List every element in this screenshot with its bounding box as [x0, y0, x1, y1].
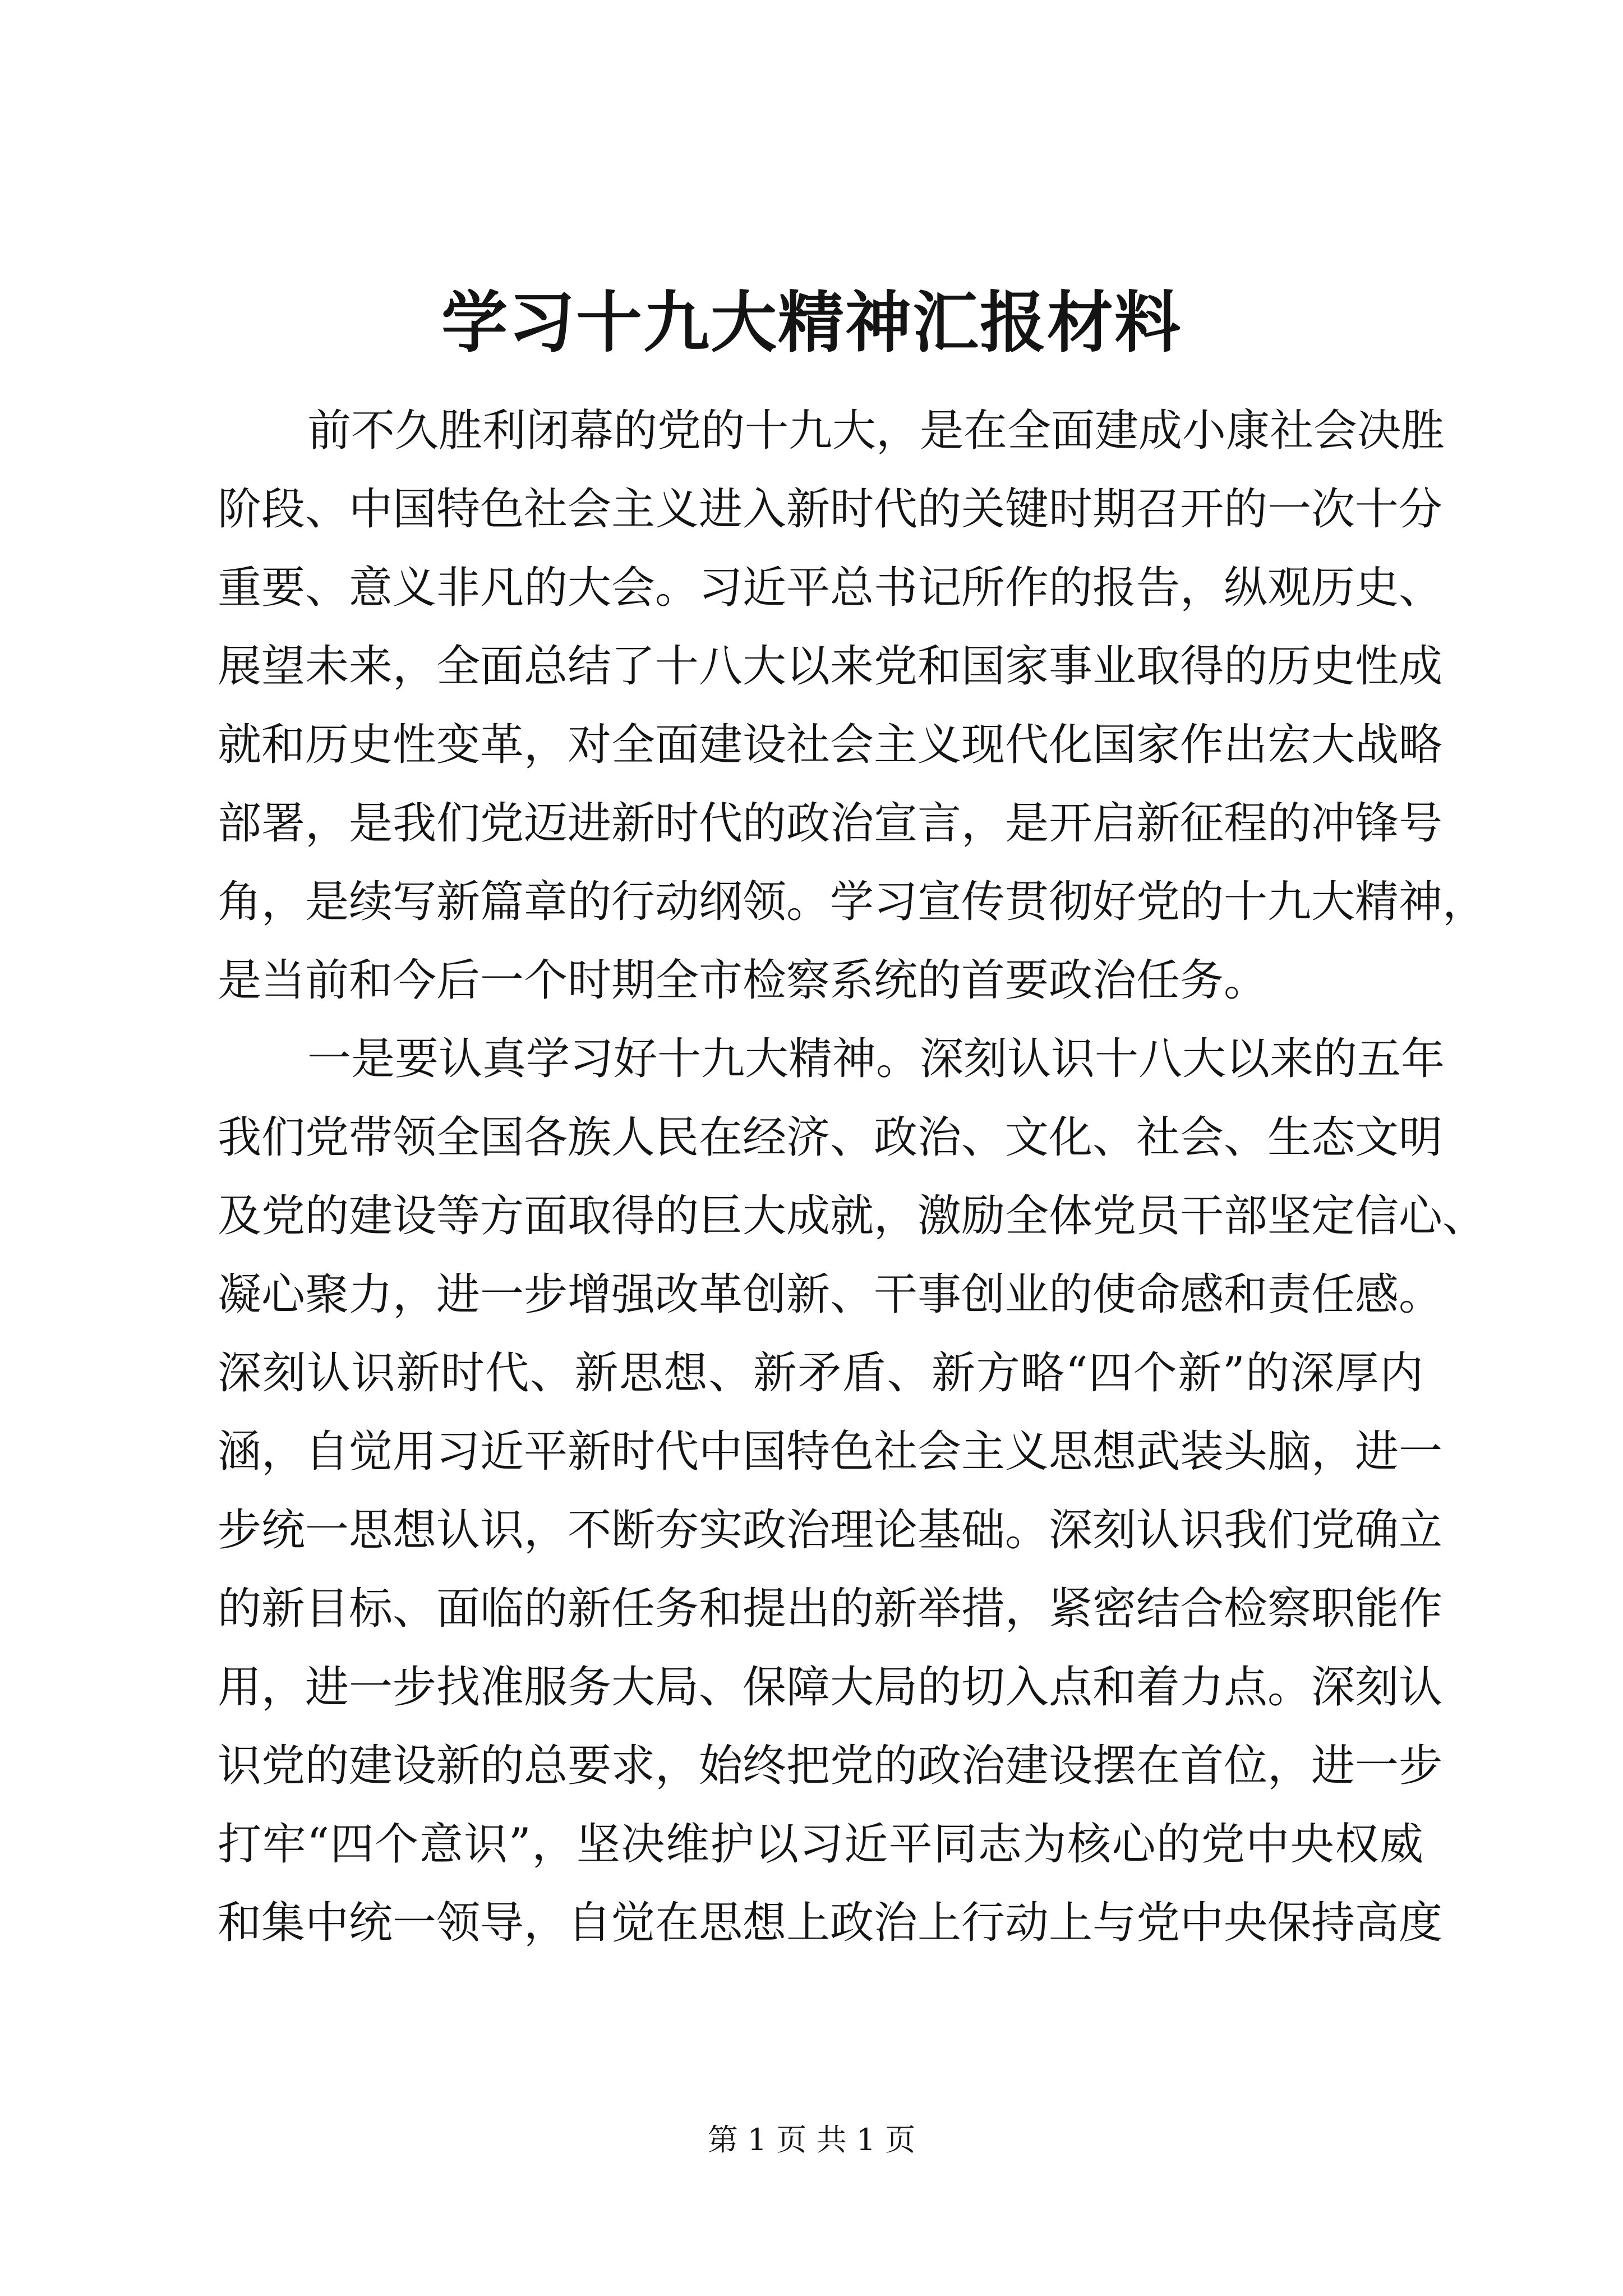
body-line: 和集中统一领导，自觉在思想上政治上行动上与党中央保持高度	[218, 1898, 1443, 1948]
body-line: 的新目标、面临的新任务和提出的新举措，紧密结合检察职能作	[218, 1584, 1443, 1634]
body-line: 角，是续写新篇章的行动纲领。学习宣传贯彻好党的十九大精神，	[218, 877, 1487, 927]
body-line: 步统一思想认识，不断夯实政治理论基础。深刻认识我们党确立	[218, 1505, 1443, 1556]
body-line: 就和历史性变革，对全面建设社会主义现代化国家作出宏大战略	[218, 720, 1443, 770]
body-line: 深刻认识新时代、新思想、新矛盾、新方略“四个新”的深厚内	[218, 1348, 1423, 1398]
body-line: 部署，是我们党迈进新时代的政治宣言，是开启新征程的冲锋号	[218, 798, 1443, 849]
body-line: 我们党带领全国各族人民在经济、政治、文化、社会、生态文明	[218, 1112, 1443, 1163]
body-line: 及党的建设等方面取得的巨大成就，激励全体党员干部坚定信心、	[218, 1191, 1487, 1241]
body-line: 是当前和今后一个时期全市检察系统的首要政治任务。	[218, 955, 1268, 1006]
page-footer: 第 1 页 共 1 页	[707, 2122, 916, 2157]
body-line: 涵，自觉用习近平新时代中国特色社会主义思想武装头脑，进一	[218, 1427, 1443, 1477]
body-line: 打牢“四个意识”，坚决维护以习近平同志为核心的党中央权威	[218, 1819, 1423, 1870]
body-line: 一是要认真学习好十九大精神。深刻认识十八大以来的五年	[307, 1034, 1445, 1084]
body-line: 识党的建设新的总要求，始终把党的政治建设摆在首位，进一步	[218, 1741, 1443, 1791]
body-line: 重要、意义非凡的大会。习近平总书记所作的报告，纵观历史、	[218, 563, 1443, 613]
document-title: 学习十九大精神汇报材料	[441, 283, 1182, 361]
body-line: 用，进一步找准服务大局、保障大局的切入点和着力点。深刻认	[218, 1662, 1443, 1713]
body-line: 前不久胜利闭幕的党的十九大，是在全面建成小康社会决胜	[307, 406, 1445, 456]
body-line: 凝心聚力，进一步增强改革创新、干事创业的使命感和责任感。	[218, 1269, 1443, 1320]
body-line: 展望未来，全面总结了十八大以来党和国家事业取得的历史性成	[218, 641, 1443, 692]
body-line: 阶段、中国特色社会主义进入新时代的关键时期召开的一次十分	[218, 484, 1443, 535]
